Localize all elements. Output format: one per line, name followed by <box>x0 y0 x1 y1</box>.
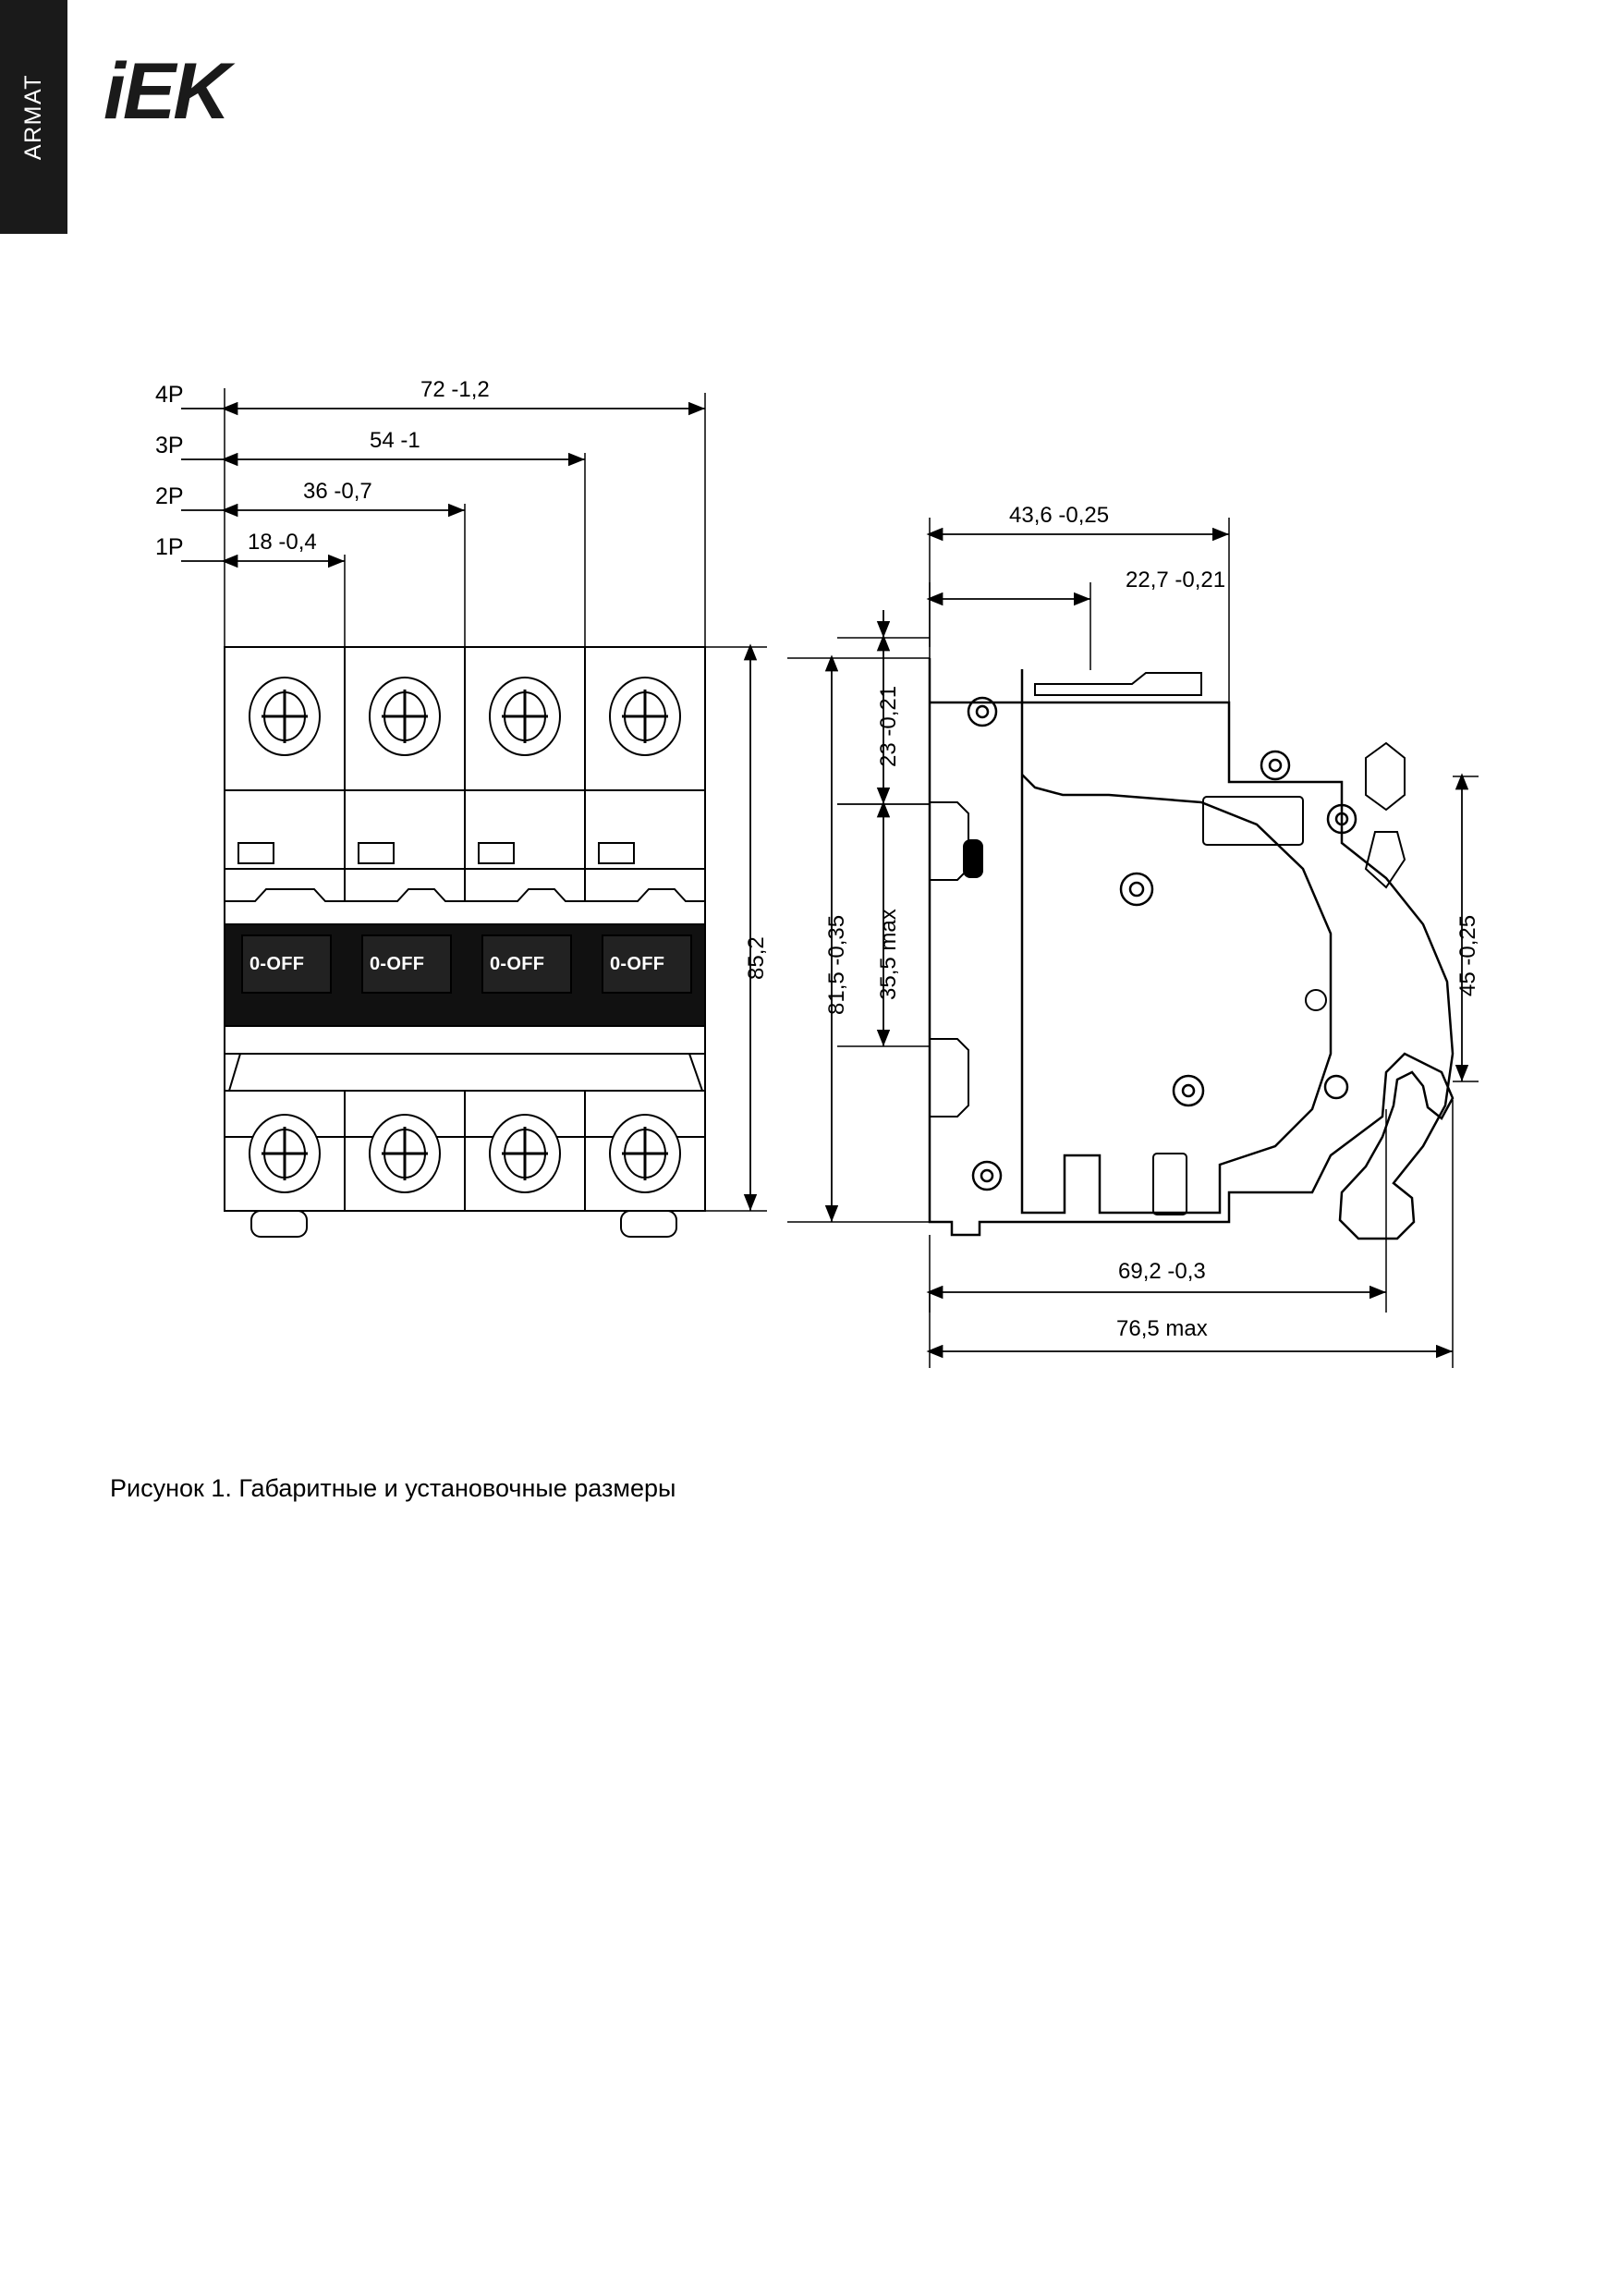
series-label: ARMAT <box>20 73 46 161</box>
dim-top-width: 43,6 -0,25 <box>1009 503 1110 528</box>
pole-label-4p: 4P <box>155 382 184 408</box>
dim-front-height: 85,2 <box>744 936 769 980</box>
dim-total-depth: 76,5 max <box>1116 1316 1208 1341</box>
switch-label-2: 0-OFF <box>370 954 425 974</box>
switch-label-3: 0-OFF <box>490 954 545 974</box>
dim-upper-height: 23 -0,21 <box>876 685 901 767</box>
pole-label-1p: 1P <box>155 534 184 560</box>
switch-label-4: 0-OFF <box>610 954 665 974</box>
pole-label-2p: 2P <box>155 483 184 509</box>
pole-label-3p: 3P <box>155 433 184 458</box>
dim-body-depth: 69,2 -0,3 <box>1118 1259 1206 1284</box>
dim-1p-width: 18 -0,4 <box>248 530 317 555</box>
dim-front-depth: 45 -0,25 <box>1455 914 1480 996</box>
dim-3p-width: 54 -1 <box>370 428 420 453</box>
dim-2p-width: 36 -0,7 <box>303 479 372 504</box>
dim-overall-height: 81,5 -0,35 <box>824 914 849 1015</box>
dim-upper-terminal-offset: 22,7 -0,21 <box>1126 568 1226 592</box>
switch-label-1: 0-OFF <box>250 954 305 974</box>
logo-text: iEK <box>103 47 228 136</box>
dim-din-rail-height: 35,5 max <box>876 909 901 1000</box>
figure-caption: Рисунок 1. Габаритные и установочные размеры <box>110 1474 676 1502</box>
dim-4p-width: 72 -1,2 <box>420 377 490 402</box>
